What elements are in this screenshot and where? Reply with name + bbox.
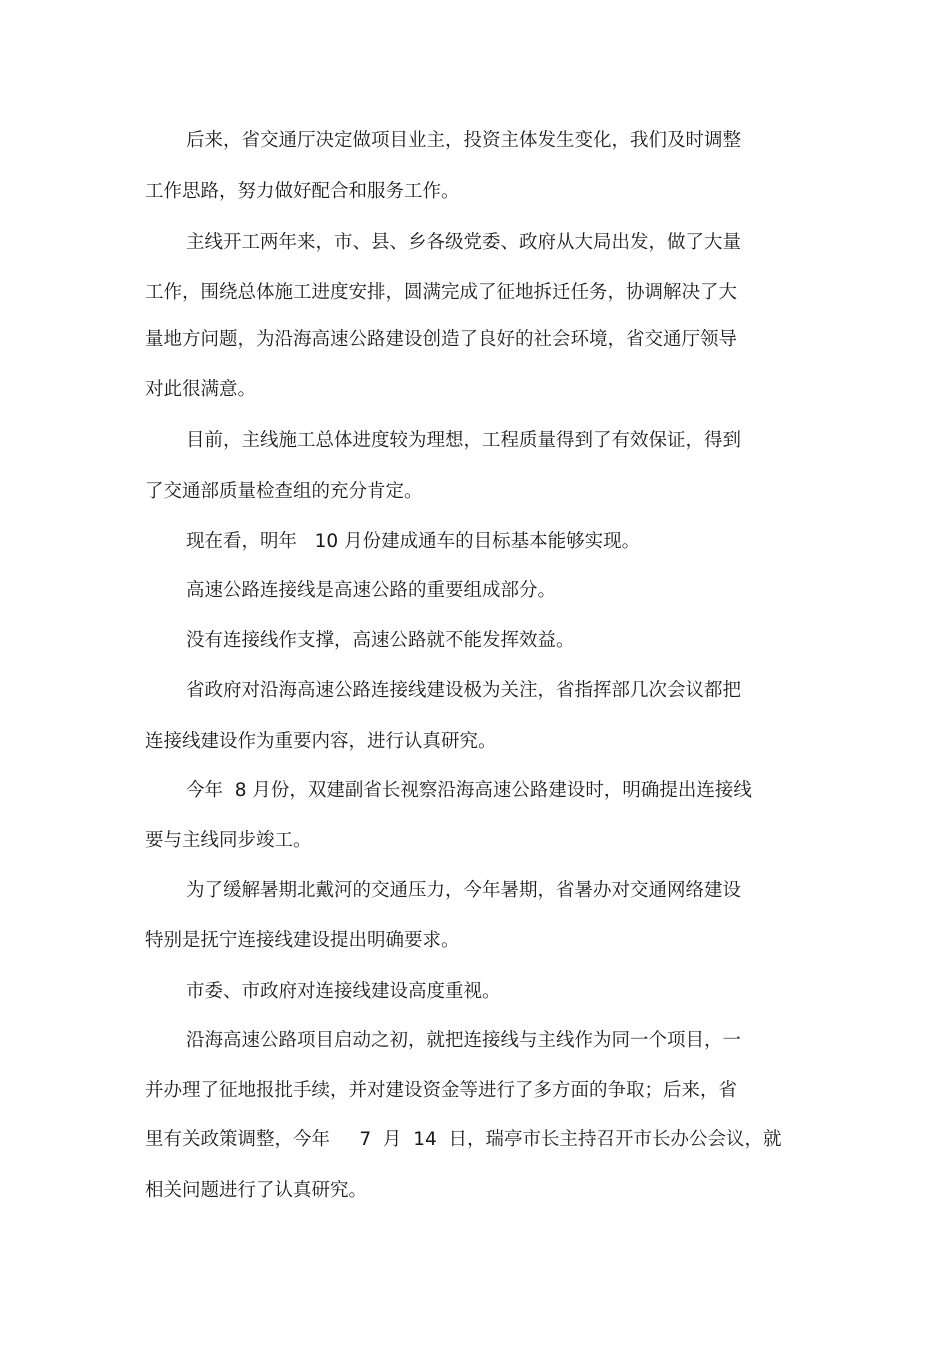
paragraph-11-line-3: 里有关政策调整，今年 7 月 14 日，瑞亭市长主持召开市长办公会议，就	[145, 1129, 782, 1150]
paragraph-8-line-2: 要与主线同步竣工。	[145, 830, 312, 851]
paragraph-2-line-1: 主线开工两年来，市、县、乡各级党委、政府从大局出发，做了大量	[186, 232, 742, 253]
paragraph-2-line-3: 量地方问题，为沿海高速公路建设创造了良好的社会环境，省交通厅领导	[145, 329, 738, 350]
paragraph-11-line-4: 相关问题进行了认真研究。	[145, 1180, 368, 1201]
paragraph-3-line-2: 了交通部质量检查组的充分肯定。	[145, 481, 423, 502]
paragraph-3-line-1: 目前，主线施工总体进度较为理想，工程质量得到了有效保证，得到	[186, 430, 742, 451]
paragraph-6-line-1: 没有连接线作支撑，高速公路就不能发挥效益。	[186, 630, 575, 651]
paragraph-9-line-2: 特别是抚宁连接线建设提出明确要求。	[145, 930, 460, 951]
paragraph-1-line-2: 工作思路，努力做好配合和服务工作。	[145, 181, 460, 202]
paragraph-8-line-1: 今年 8 月份，双建副省长视察沿海高速公路建设时，明确提出连接线	[186, 780, 752, 801]
paragraph-5-line-1: 高速公路连接线是高速公路的重要组成部分。	[186, 580, 557, 601]
paragraph-7-line-2: 连接线建设作为重要内容，进行认真研究。	[145, 731, 497, 752]
paragraph-9-line-1: 为了缓解暑期北戴河的交通压力，今年暑期，省暑办对交通网络建设	[186, 880, 742, 901]
paragraph-10-line-1: 市委、市政府对连接线建设高度重视。	[186, 981, 501, 1002]
paragraph-2-line-2: 工作，围绕总体施工进度安排，圆满完成了征地拆迁任务，协调解决了大	[145, 282, 738, 303]
paragraph-11-line-1: 沿海高速公路项目启动之初，就把连接线与主线作为同一个项目，一	[186, 1030, 742, 1051]
paragraph-4-line-1: 现在看，明年 10 月份建成通车的目标基本能够实现。	[186, 531, 641, 552]
paragraph-7-line-1: 省政府对沿海高速公路连接线建设极为关注，省指挥部几次会议都把	[186, 680, 742, 701]
paragraph-1-line-1: 后来，省交通厅决定做项目业主，投资主体发生变化，我们及时调整	[186, 130, 742, 151]
paragraph-2-line-4: 对此很满意。	[145, 379, 257, 400]
paragraph-11-line-2: 并办理了征地报批手续，并对建设资金等进行了多方面的争取；后来，省	[145, 1080, 738, 1101]
